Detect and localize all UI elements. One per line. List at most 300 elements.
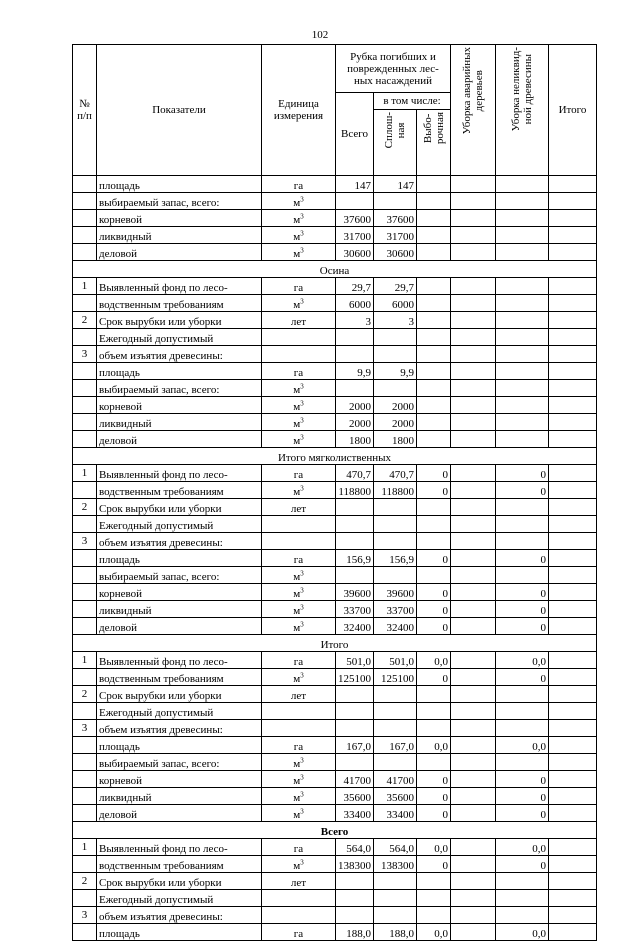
value-cell: 0 (417, 482, 451, 499)
indicator-cell: объем изъятия древесины: (97, 533, 262, 550)
value-cell (374, 516, 417, 533)
value-cell (417, 312, 451, 329)
value-cell: 0 (496, 771, 549, 788)
indicator-cell: Ежегодный допустимый (97, 890, 262, 907)
value-cell: 564,0 (374, 839, 417, 856)
row-number: 3 (73, 907, 97, 924)
unit-cell: $м^3$ (262, 380, 336, 397)
indicator-cell: ликвидный (97, 414, 262, 431)
value-cell: 0 (417, 856, 451, 873)
value-cell (496, 312, 549, 329)
section-title: Всего (73, 822, 597, 839)
table-row (73, 839, 597, 856)
value-cell (451, 924, 496, 941)
indicator-cell: Ежегодный допустимый (97, 703, 262, 720)
unit-cell (262, 533, 336, 550)
indicator-cell: ликвидный (97, 788, 262, 805)
table-row (73, 805, 597, 822)
value-cell (549, 346, 597, 363)
indicator-cell: выбираемый запас, всего: (97, 193, 262, 210)
value-cell: 118800 (336, 482, 374, 499)
unit-cell: $м^3$ (262, 669, 336, 686)
value-cell (417, 346, 451, 363)
value-cell (336, 907, 374, 924)
indicator-cell: Срок вырубки или уборки (97, 312, 262, 329)
indicator-cell: Ежегодный допустимый (97, 516, 262, 533)
value-cell (549, 499, 597, 516)
value-cell (417, 686, 451, 703)
value-cell (549, 669, 597, 686)
row-number: 3 (73, 533, 97, 550)
value-cell (549, 414, 597, 431)
row-number (73, 737, 97, 754)
value-cell (336, 380, 374, 397)
value-cell (549, 244, 597, 261)
value-cell: 0 (417, 550, 451, 567)
value-cell: 0 (496, 584, 549, 601)
value-cell: 0 (417, 584, 451, 601)
row-number (73, 584, 97, 601)
value-cell (549, 567, 597, 584)
table-row (73, 907, 597, 924)
value-cell (496, 227, 549, 244)
value-cell (451, 380, 496, 397)
indicator-cell: объем изъятия древесины: (97, 907, 262, 924)
row-number: 2 (73, 686, 97, 703)
value-cell (451, 516, 496, 533)
value-cell: 125100 (374, 669, 417, 686)
value-cell (417, 397, 451, 414)
value-cell: 6000 (374, 295, 417, 312)
value-cell (417, 380, 451, 397)
indicator-cell: водственным требованиям (97, 669, 262, 686)
value-cell (496, 567, 549, 584)
header-total: Всего (336, 93, 374, 176)
unit-cell: $м^3$ (262, 618, 336, 635)
header-emergency: Уборка аварийных деревьев (451, 45, 496, 176)
value-cell (451, 703, 496, 720)
indicator-cell: корневой (97, 397, 262, 414)
value-cell (374, 499, 417, 516)
table-body (73, 176, 597, 941)
table-row (73, 346, 597, 363)
indicator-cell: деловой (97, 805, 262, 822)
value-cell (336, 720, 374, 737)
value-cell: 147 (374, 176, 417, 193)
value-cell (549, 720, 597, 737)
indicator-cell: ликвидный (97, 601, 262, 618)
value-cell: 0 (496, 550, 549, 567)
indicator-cell: Срок вырубки или уборки (97, 499, 262, 516)
header-grand-total: Итого (549, 45, 597, 176)
unit-cell: га (262, 278, 336, 295)
indicator-cell: деловой (97, 244, 262, 261)
value-cell: 37600 (374, 210, 417, 227)
unit-cell: лет (262, 499, 336, 516)
value-cell: 0 (496, 465, 549, 482)
value-cell (451, 295, 496, 312)
table-row (73, 924, 597, 941)
value-cell: 31700 (336, 227, 374, 244)
table-row (73, 278, 597, 295)
header-selective: Выбо- рочная (417, 110, 451, 176)
value-cell: 30600 (374, 244, 417, 261)
unit-cell: лет (262, 312, 336, 329)
value-cell: 0 (417, 601, 451, 618)
row-number (73, 924, 97, 941)
value-cell (549, 482, 597, 499)
value-cell (451, 856, 496, 873)
indicator-cell: корневой (97, 771, 262, 788)
table-row (73, 499, 597, 516)
value-cell (417, 873, 451, 890)
value-cell (374, 533, 417, 550)
value-cell (374, 686, 417, 703)
value-cell (549, 533, 597, 550)
row-number: 1 (73, 652, 97, 669)
value-cell: 31700 (374, 227, 417, 244)
value-cell: 470,7 (336, 465, 374, 482)
value-cell (417, 193, 451, 210)
value-cell: 2000 (336, 414, 374, 431)
value-cell: 501,0 (336, 652, 374, 669)
value-cell (496, 703, 549, 720)
row-number (73, 397, 97, 414)
value-cell (496, 533, 549, 550)
row-number: 2 (73, 499, 97, 516)
value-cell: 138300 (374, 856, 417, 873)
table-row (73, 890, 597, 907)
unit-cell: лет (262, 873, 336, 890)
row-number (73, 244, 97, 261)
value-cell (374, 873, 417, 890)
unit-cell: $м^3$ (262, 788, 336, 805)
table-row (73, 176, 597, 193)
unit-cell: $м^3$ (262, 295, 336, 312)
value-cell (451, 567, 496, 584)
value-cell: 9,9 (374, 363, 417, 380)
header-felling-group: Рубка погибших и поврежденных лес- ных насаждений (336, 45, 451, 93)
value-cell (549, 210, 597, 227)
value-cell (451, 346, 496, 363)
value-cell: 501,0 (374, 652, 417, 669)
value-cell: 0 (417, 465, 451, 482)
value-cell (549, 737, 597, 754)
value-cell (451, 176, 496, 193)
forest-felling-table (72, 44, 597, 941)
value-cell (417, 227, 451, 244)
value-cell (451, 227, 496, 244)
value-cell (451, 618, 496, 635)
header-illiquid: Уборка неликвид- ной древесины (496, 45, 549, 176)
value-cell (451, 754, 496, 771)
value-cell: 1800 (374, 431, 417, 448)
table-row (73, 601, 597, 618)
value-cell (336, 703, 374, 720)
value-cell: 0 (417, 805, 451, 822)
value-cell (496, 278, 549, 295)
value-cell (417, 363, 451, 380)
indicator-cell: Ежегодный допустимый (97, 329, 262, 346)
value-cell (417, 754, 451, 771)
indicator-cell: Выявленный фонд по лесо- (97, 839, 262, 856)
indicator-cell: корневой (97, 584, 262, 601)
value-cell: 156,9 (336, 550, 374, 567)
row-number (73, 176, 97, 193)
value-cell (496, 873, 549, 890)
table-row (73, 414, 597, 431)
header-num: № п/п (73, 45, 97, 176)
indicator-cell: водственным требованиям (97, 482, 262, 499)
value-cell (451, 312, 496, 329)
value-cell (549, 907, 597, 924)
unit-cell: $м^3$ (262, 431, 336, 448)
table-row (73, 584, 597, 601)
value-cell (336, 873, 374, 890)
table-row (73, 482, 597, 499)
value-cell (549, 618, 597, 635)
unit-cell: лет (262, 686, 336, 703)
row-number: 1 (73, 278, 97, 295)
value-cell: 0,0 (417, 924, 451, 941)
value-cell: 0,0 (496, 924, 549, 941)
value-cell: 29,7 (336, 278, 374, 295)
value-cell: 118800 (374, 482, 417, 499)
row-number: 1 (73, 839, 97, 856)
unit-cell: га (262, 465, 336, 482)
value-cell: 33400 (336, 805, 374, 822)
value-cell (451, 771, 496, 788)
indicator-cell: объем изъятия древесины: (97, 720, 262, 737)
section-row (73, 448, 597, 465)
value-cell (496, 431, 549, 448)
value-cell: 188,0 (374, 924, 417, 941)
value-cell: 0,0 (417, 839, 451, 856)
value-cell: 0 (496, 788, 549, 805)
value-cell (374, 890, 417, 907)
value-cell: 33700 (374, 601, 417, 618)
value-cell (451, 329, 496, 346)
section-row (73, 261, 597, 278)
table-row (73, 567, 597, 584)
value-cell (549, 652, 597, 669)
table-row (73, 873, 597, 890)
value-cell (496, 176, 549, 193)
value-cell (496, 686, 549, 703)
header-indicator: Показатели (97, 45, 262, 176)
unit-cell: $м^3$ (262, 482, 336, 499)
value-cell: 0 (496, 805, 549, 822)
value-cell (451, 414, 496, 431)
row-number (73, 516, 97, 533)
value-cell: 0 (496, 669, 549, 686)
value-cell (496, 720, 549, 737)
value-cell (451, 210, 496, 227)
value-cell (496, 210, 549, 227)
value-cell (417, 244, 451, 261)
value-cell: 9,9 (336, 363, 374, 380)
value-cell (496, 346, 549, 363)
indicator-cell: площадь (97, 924, 262, 941)
value-cell (549, 278, 597, 295)
unit-cell (262, 516, 336, 533)
unit-cell: $м^3$ (262, 193, 336, 210)
value-cell (336, 193, 374, 210)
value-cell (451, 465, 496, 482)
value-cell (451, 737, 496, 754)
header-unit: Единица измерения (262, 45, 336, 176)
value-cell (336, 329, 374, 346)
value-cell (496, 754, 549, 771)
value-cell: 35600 (336, 788, 374, 805)
value-cell: 0,0 (496, 737, 549, 754)
value-cell (451, 652, 496, 669)
value-cell (374, 329, 417, 346)
value-cell (549, 312, 597, 329)
value-cell (549, 193, 597, 210)
value-cell: 1800 (336, 431, 374, 448)
value-cell: 32400 (374, 618, 417, 635)
indicator-cell: объем изъятия древесины: (97, 346, 262, 363)
value-cell: 33700 (336, 601, 374, 618)
value-cell (451, 397, 496, 414)
unit-cell: $м^3$ (262, 856, 336, 873)
page-number: 102 (311, 29, 329, 41)
row-number (73, 431, 97, 448)
value-cell (451, 244, 496, 261)
value-cell: 41700 (336, 771, 374, 788)
value-cell (549, 227, 597, 244)
value-cell (417, 533, 451, 550)
unit-cell: $м^3$ (262, 567, 336, 584)
value-cell (451, 601, 496, 618)
value-cell (496, 363, 549, 380)
value-cell (451, 533, 496, 550)
row-number (73, 414, 97, 431)
value-cell: 2000 (374, 414, 417, 431)
value-cell: 37600 (336, 210, 374, 227)
section-title: Итого (73, 635, 597, 652)
value-cell (417, 907, 451, 924)
value-cell (451, 278, 496, 295)
value-cell (451, 686, 496, 703)
row-number: 3 (73, 346, 97, 363)
table-row (73, 669, 597, 686)
value-cell: 0 (417, 618, 451, 635)
unit-cell: га (262, 839, 336, 856)
value-cell: 156,9 (374, 550, 417, 567)
table-row (73, 686, 597, 703)
unit-cell: га (262, 737, 336, 754)
indicator-cell: Срок вырубки или уборки (97, 873, 262, 890)
unit-cell: $м^3$ (262, 414, 336, 431)
value-cell (549, 856, 597, 873)
value-cell (549, 788, 597, 805)
value-cell (549, 295, 597, 312)
unit-cell (262, 720, 336, 737)
unit-cell: га (262, 363, 336, 380)
unit-cell (262, 703, 336, 720)
value-cell: 39600 (336, 584, 374, 601)
unit-cell: $м^3$ (262, 210, 336, 227)
indicator-cell: Выявленный фонд по лесо- (97, 278, 262, 295)
table-row (73, 227, 597, 244)
table-row (73, 295, 597, 312)
value-cell (451, 584, 496, 601)
value-cell (496, 499, 549, 516)
value-cell (374, 754, 417, 771)
table-row (73, 856, 597, 873)
value-cell (451, 193, 496, 210)
row-number (73, 669, 97, 686)
value-cell (336, 346, 374, 363)
table-row (73, 618, 597, 635)
value-cell (417, 176, 451, 193)
value-cell (496, 380, 549, 397)
value-cell (374, 193, 417, 210)
value-cell: 0,0 (496, 652, 549, 669)
value-cell (451, 907, 496, 924)
value-cell (451, 839, 496, 856)
row-number (73, 771, 97, 788)
value-cell (336, 686, 374, 703)
value-cell (336, 533, 374, 550)
value-cell (336, 567, 374, 584)
indicator-cell: выбираемый запас, всего: (97, 567, 262, 584)
table-row (73, 516, 597, 533)
indicator-cell: Выявленный фонд по лесо- (97, 465, 262, 482)
value-cell: 167,0 (374, 737, 417, 754)
value-cell (549, 176, 597, 193)
value-cell (374, 380, 417, 397)
table-row (73, 431, 597, 448)
row-number (73, 193, 97, 210)
value-cell: 3 (336, 312, 374, 329)
value-cell (374, 720, 417, 737)
table-row (73, 754, 597, 771)
row-number: 2 (73, 312, 97, 329)
unit-cell: га (262, 550, 336, 567)
indicator-cell: площадь (97, 737, 262, 754)
value-cell: 30600 (336, 244, 374, 261)
value-cell (417, 703, 451, 720)
value-cell: 6000 (336, 295, 374, 312)
value-cell: 0,0 (417, 737, 451, 754)
header-clear: Сплош- ная (374, 110, 417, 176)
section-row (73, 635, 597, 652)
value-cell (451, 363, 496, 380)
value-cell (549, 550, 597, 567)
row-number: 1 (73, 465, 97, 482)
row-number (73, 227, 97, 244)
table-row (73, 788, 597, 805)
row-number (73, 380, 97, 397)
value-cell (496, 414, 549, 431)
table-row (73, 737, 597, 754)
value-cell (417, 431, 451, 448)
value-cell (336, 754, 374, 771)
unit-cell: $м^3$ (262, 244, 336, 261)
value-cell (549, 516, 597, 533)
value-cell (417, 720, 451, 737)
value-cell (549, 754, 597, 771)
header-including: в том числе: (374, 93, 451, 110)
value-cell (336, 516, 374, 533)
table-row (73, 703, 597, 720)
value-cell (549, 890, 597, 907)
value-cell: 3 (374, 312, 417, 329)
value-cell: 125100 (336, 669, 374, 686)
